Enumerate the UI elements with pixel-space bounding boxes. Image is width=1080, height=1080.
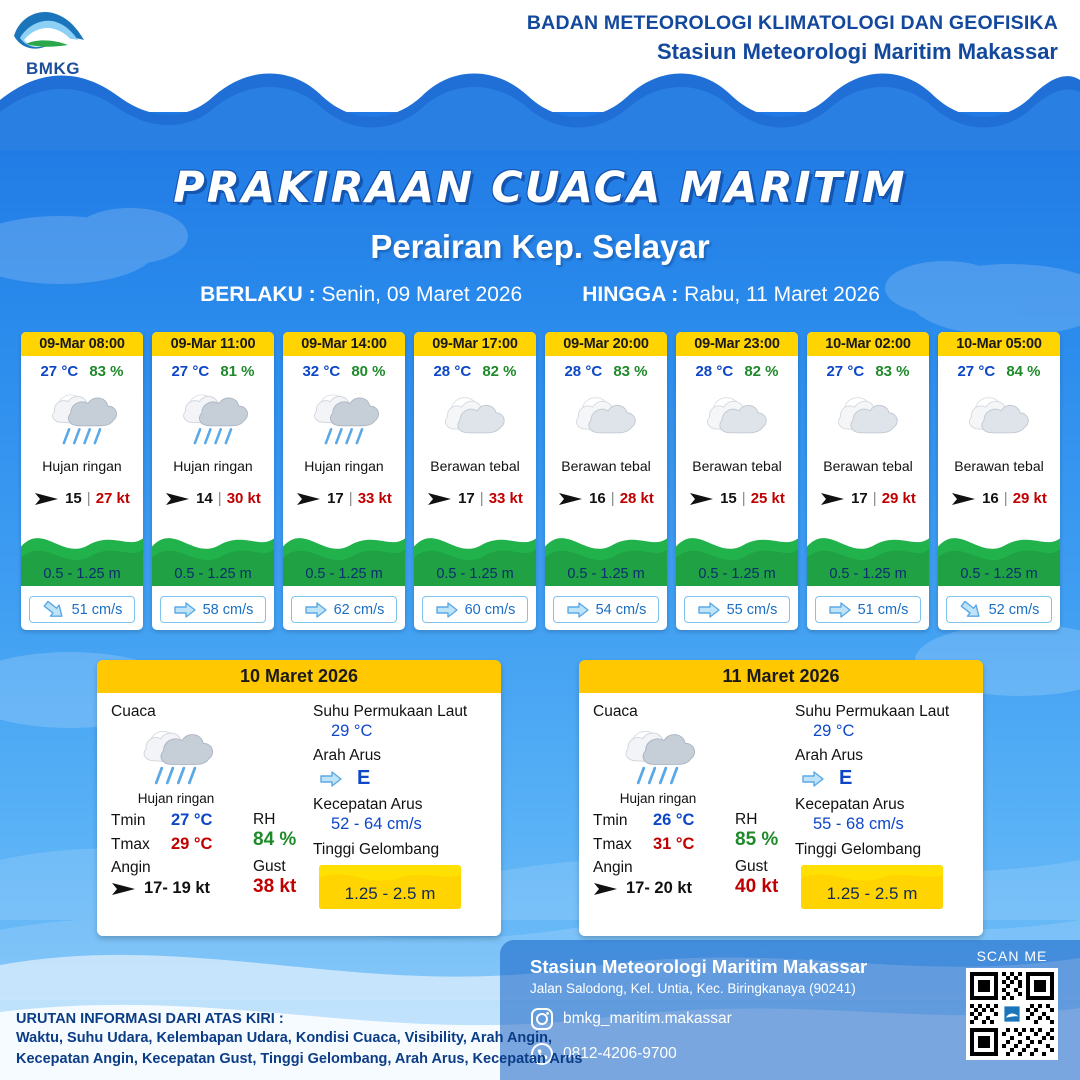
page-subtitle: Perairan Kep. Selayar — [370, 228, 710, 265]
current-direction-icon — [697, 600, 721, 620]
bmkg-logo-icon — [10, 6, 90, 58]
org-line-1: BADAN METEOROLOGI KLIMATOLOGI DAN GEOFISIKA — [526, 12, 1058, 34]
hourly-forecast-card — [807, 332, 929, 630]
card-humidity: 82 % — [744, 363, 779, 380]
daily-tmax-label: Tmax — [111, 836, 150, 853]
wind-direction-icon — [593, 881, 619, 897]
card-wind — [427, 490, 523, 507]
instagram-handle: bmkg_maritim.makassar — [563, 1010, 732, 1027]
card-current — [291, 596, 397, 623]
legend-line-1: Waktu, Suhu Udara, Kelembapan Udara, Kondisi Cuaca, Visibility, Arah Angin, — [16, 1029, 553, 1046]
valid-to-label: HINGGA : — [582, 283, 679, 306]
card-current-speed: 54 cm/s — [595, 601, 647, 618]
daily-gust-label: Gust — [735, 858, 768, 875]
card-time: 09-Mar 20:00 — [545, 332, 667, 356]
card-wind-separator: | — [348, 490, 353, 507]
current-direction-icon — [319, 769, 343, 789]
card-wind-speed: 30 kt — [226, 490, 261, 507]
daily-angin-label: Angin — [111, 859, 151, 876]
card-time: 09-Mar 23:00 — [676, 332, 798, 356]
daily-gust-label: Gust — [253, 858, 286, 875]
card-wave-height: 0.5 - 1.25 m — [436, 566, 514, 582]
card-wave-height: 0.5 - 1.25 m — [698, 566, 776, 582]
daily-weather-icon — [111, 723, 241, 791]
wind-direction-icon — [951, 491, 977, 507]
card-current-speed: 51 cm/s — [857, 601, 909, 618]
card-wind-separator: | — [872, 490, 877, 507]
card-temperature: 32 °C — [302, 363, 341, 380]
card-time: 10-Mar 05:00 — [938, 332, 1060, 356]
card-wind — [34, 490, 130, 507]
current-direction-icon — [828, 600, 852, 620]
scan-me-block — [966, 948, 1058, 1060]
daily-gust-value: 40 kt — [735, 876, 779, 897]
card-humidity: 80 % — [351, 363, 386, 380]
phone-number: 0812-4206-9700 — [563, 1045, 677, 1062]
daily-sst-label: Suhu Permukaan Laut — [795, 703, 950, 720]
wind-direction-icon — [165, 491, 191, 507]
daily-angin-value: 17- 19 kt — [144, 879, 211, 897]
card-wave-height: 0.5 - 1.25 m — [829, 566, 907, 582]
card-temperature: 28 °C — [564, 363, 603, 380]
daily-kecepatan-value: 55 - 68 cm/s — [813, 815, 904, 833]
card-time: 09-Mar 14:00 — [283, 332, 405, 356]
wind-direction-icon — [427, 491, 453, 507]
current-direction-icon — [435, 600, 459, 620]
hourly-forecast-card — [283, 332, 405, 630]
rain-icon — [176, 388, 250, 450]
current-direction-icon — [959, 600, 983, 620]
card-time: 09-Mar 17:00 — [414, 332, 536, 356]
daily-kecepatan-value: 52 - 64 cm/s — [331, 815, 422, 833]
card-wind-speed: 28 kt — [619, 490, 654, 507]
card-humidity: 82 % — [482, 363, 517, 380]
card-weather-icon — [833, 382, 903, 456]
card-temperature: 28 °C — [695, 363, 734, 380]
daily-gust-block — [253, 858, 296, 898]
daily-forecast-list — [0, 660, 1080, 936]
card-wave-height: 0.5 - 1.25 m — [567, 566, 645, 582]
cloud-icon — [964, 391, 1034, 448]
daily-forecast-panel — [97, 660, 501, 936]
wind-direction-icon — [558, 491, 584, 507]
card-wind-direction: 15 — [720, 490, 737, 507]
rain-icon — [136, 724, 215, 790]
card-wind-separator: | — [1003, 490, 1008, 507]
card-current — [684, 596, 790, 623]
card-humidity: 83 % — [875, 363, 910, 380]
daily-tmin-value: 27 °C — [171, 811, 213, 829]
card-time: 09-Mar 08:00 — [21, 332, 143, 356]
card-temp-humidity — [40, 363, 123, 380]
card-wind-separator: | — [479, 490, 484, 507]
card-temp-humidity — [957, 363, 1040, 380]
card-weather-icon — [440, 382, 510, 456]
cloud-icon — [833, 391, 903, 448]
daily-arus-direction: E — [357, 767, 371, 789]
daily-arus-row — [319, 767, 487, 790]
daily-gelombang-label: Tinggi Gelombang — [795, 841, 922, 858]
card-time: 09-Mar 11:00 — [152, 332, 274, 356]
daily-right-column — [307, 703, 487, 926]
card-weather-icon — [964, 382, 1034, 456]
daily-kecepatan-label: Kecepatan Arus — [795, 796, 905, 813]
card-condition: Berawan tebal — [954, 458, 1044, 474]
card-wind-direction: 14 — [196, 490, 213, 507]
legend-title: URUTAN INFORMASI DARI ATAS KIRI : — [16, 1010, 284, 1027]
daily-rh-value: 85 % — [735, 829, 779, 850]
card-temperature: 27 °C — [171, 363, 210, 380]
card-current — [160, 596, 266, 623]
card-wind — [296, 490, 392, 507]
footer-panel — [500, 940, 1080, 1080]
card-wind — [558, 490, 654, 507]
daily-kecepatan-label: Kecepatan Arus — [313, 796, 423, 813]
daily-tmin-value: 26 °C — [653, 811, 695, 829]
daily-left-column — [593, 703, 789, 926]
page-title: PRAKIRAAN CUACA MARITIM — [173, 163, 907, 213]
card-wind-direction: 16 — [982, 490, 999, 507]
qr-code[interactable] — [966, 968, 1058, 1060]
daily-tmax-value: 29 °C — [171, 835, 213, 853]
daily-angin-value: 17- 20 kt — [626, 879, 693, 897]
daily-tmin-label: Tmin — [593, 812, 628, 829]
card-wind — [951, 490, 1047, 507]
valid-to-value: Rabu, 11 Maret 2026 — [684, 283, 880, 306]
current-direction-icon — [566, 600, 590, 620]
daily-arus-direction: E — [839, 767, 853, 789]
scan-me-label: SCAN ME — [976, 948, 1048, 964]
card-current — [946, 596, 1052, 623]
card-wind — [820, 490, 916, 507]
wind-direction-icon — [689, 491, 715, 507]
card-wind-direction: 17 — [458, 490, 475, 507]
daily-rh-label: RH — [735, 811, 758, 828]
card-weather-icon — [571, 382, 641, 456]
rain-icon — [307, 388, 381, 450]
daily-left-column — [111, 703, 307, 926]
card-current-speed: 51 cm/s — [71, 601, 123, 618]
card-temp-humidity — [826, 363, 909, 380]
card-temp-humidity — [564, 363, 647, 380]
card-temperature: 28 °C — [433, 363, 472, 380]
card-humidity: 81 % — [220, 363, 255, 380]
hourly-forecast-card — [21, 332, 143, 630]
card-wind — [689, 490, 785, 507]
card-weather-icon — [176, 382, 250, 456]
valid-from — [200, 283, 522, 307]
header-wave-decoration — [0, 60, 1080, 150]
card-current — [29, 596, 135, 623]
daily-gelombang-label: Tinggi Gelombang — [313, 841, 440, 858]
current-direction-icon — [173, 600, 197, 620]
daily-weather-icon — [593, 723, 723, 791]
card-wind-separator: | — [217, 490, 222, 507]
daily-angin-label: Angin — [593, 859, 633, 876]
card-wind-direction: 16 — [589, 490, 606, 507]
rain-icon — [45, 388, 119, 450]
cloud-icon — [440, 391, 510, 448]
daily-cuaca-label: Cuaca — [593, 703, 638, 720]
wind-direction-icon — [296, 491, 322, 507]
card-condition: Berawan tebal — [823, 458, 913, 474]
wind-direction-icon — [111, 881, 137, 897]
card-wave-height: 0.5 - 1.25 m — [174, 566, 252, 582]
card-condition: Berawan tebal — [561, 458, 651, 474]
card-temperature: 27 °C — [826, 363, 865, 380]
hourly-forecast-card — [414, 332, 536, 630]
daily-cuaca-label: Cuaca — [111, 703, 156, 720]
daily-body — [579, 693, 983, 936]
daily-date: 11 Maret 2026 — [579, 660, 983, 693]
rain-icon — [618, 724, 697, 790]
card-humidity: 83 % — [89, 363, 124, 380]
card-current — [422, 596, 528, 623]
card-temp-humidity — [302, 363, 385, 380]
hourly-forecast-card — [545, 332, 667, 630]
card-wind-separator: | — [86, 490, 91, 507]
card-temp-humidity — [695, 363, 778, 380]
card-wind-speed: 29 kt — [881, 490, 916, 507]
daily-rh-value: 84 % — [253, 829, 297, 850]
daily-arus-row — [801, 767, 969, 790]
card-wind-speed: 33 kt — [488, 490, 523, 507]
card-current-speed: 62 cm/s — [333, 601, 385, 618]
card-wind-speed: 25 kt — [750, 490, 785, 507]
card-wind-direction: 17 — [327, 490, 344, 507]
card-wind-speed: 29 kt — [1012, 490, 1047, 507]
hourly-forecast-card — [938, 332, 1060, 630]
daily-sst-value: 29 °C — [813, 722, 855, 740]
hourly-forecast-card — [152, 332, 274, 630]
card-humidity: 84 % — [1006, 363, 1041, 380]
current-direction-icon — [42, 600, 66, 620]
card-wave-height: 0.5 - 1.25 m — [960, 566, 1038, 582]
qr-code-image — [970, 972, 1054, 1056]
bmkg-logo-text: BMKG — [26, 59, 80, 78]
daily-condition: Hujan ringan — [137, 791, 215, 806]
validity-period — [0, 283, 1080, 307]
cloud-icon — [571, 391, 641, 448]
organization-title — [527, 12, 1058, 65]
daily-tmin-label: Tmin — [111, 812, 146, 829]
card-weather-icon — [307, 382, 381, 456]
card-humidity: 83 % — [613, 363, 648, 380]
daily-date: 10 Maret 2026 — [97, 660, 501, 693]
daily-tmax-label: Tmax — [593, 836, 632, 853]
current-direction-icon — [304, 600, 328, 620]
card-time: 10-Mar 02:00 — [807, 332, 929, 356]
card-temp-humidity — [433, 363, 516, 380]
card-condition: Hujan ringan — [173, 458, 253, 474]
daily-sst-value: 29 °C — [331, 722, 373, 740]
daily-forecast-panel — [579, 660, 983, 936]
daily-rh-block — [735, 811, 778, 851]
daily-gelombang-value: 1.25 - 2.5 m — [344, 884, 436, 903]
card-wind-speed: 27 kt — [95, 490, 130, 507]
card-current-speed: 60 cm/s — [464, 601, 516, 618]
wind-direction-icon — [34, 491, 60, 507]
daily-gelombang-badge — [319, 865, 461, 909]
hourly-forecast-list — [21, 332, 1061, 630]
card-condition: Hujan ringan — [42, 458, 122, 474]
valid-from-label: BERLAKU : — [200, 283, 316, 306]
daily-body — [97, 693, 501, 936]
card-wave-height: 0.5 - 1.25 m — [305, 566, 383, 582]
daily-gust-block — [735, 858, 778, 898]
footer-station-name: Stasiun Meteorologi Maritim Makassar — [530, 956, 868, 977]
legend — [16, 1011, 582, 1070]
card-wind-speed: 33 kt — [357, 490, 392, 507]
card-condition: Hujan ringan — [304, 458, 384, 474]
wind-direction-icon — [820, 491, 846, 507]
card-wind-direction: 15 — [65, 490, 82, 507]
daily-arus-label: Arah Arus — [795, 747, 864, 764]
card-current — [553, 596, 659, 623]
daily-gelombang-value: 1.25 - 2.5 m — [826, 884, 918, 903]
card-temperature: 27 °C — [40, 363, 79, 380]
daily-rh-label: RH — [253, 811, 276, 828]
card-current — [815, 596, 921, 623]
card-wind-separator: | — [610, 490, 615, 507]
footer-address: Jalan Salodong, Kel. Untia, Kec. Biringkanaya (90241) — [530, 981, 856, 996]
daily-right-column — [789, 703, 969, 926]
card-wave-height: 0.5 - 1.25 m — [43, 566, 121, 582]
daily-gust-value: 38 kt — [253, 876, 297, 897]
card-current-speed: 58 cm/s — [202, 601, 254, 618]
daily-tmax-value: 31 °C — [653, 835, 695, 853]
card-weather-icon — [45, 382, 119, 456]
card-condition: Berawan tebal — [692, 458, 782, 474]
valid-from-value: Senin, 09 Maret 2026 — [321, 283, 523, 306]
daily-condition: Hujan ringan — [619, 791, 697, 806]
card-temp-humidity — [171, 363, 254, 380]
card-wind-direction: 17 — [851, 490, 868, 507]
card-condition: Berawan tebal — [430, 458, 520, 474]
card-wind — [165, 490, 261, 507]
card-temperature: 27 °C — [957, 363, 996, 380]
daily-rh-block — [253, 811, 296, 851]
org-line-2: Stasiun Meteorologi Maritim Makassar — [657, 39, 1058, 64]
card-weather-icon — [702, 382, 772, 456]
valid-to — [582, 283, 880, 307]
legend-line-2: Kecepatan Angin, Kecepatan Gust, Tinggi Gelombang, Arah Arus, Kecepatan Arus — [16, 1051, 583, 1068]
daily-gelombang-badge — [801, 865, 943, 909]
card-current-speed: 55 cm/s — [726, 601, 778, 618]
hourly-forecast-card — [676, 332, 798, 630]
bmkg-logo — [10, 6, 96, 92]
card-wind-separator: | — [741, 490, 746, 507]
daily-arus-label: Arah Arus — [313, 747, 382, 764]
card-current-speed: 52 cm/s — [988, 601, 1040, 618]
cloud-icon — [702, 391, 772, 448]
daily-sst-label: Suhu Permukaan Laut — [313, 703, 468, 720]
current-direction-icon — [801, 769, 825, 789]
